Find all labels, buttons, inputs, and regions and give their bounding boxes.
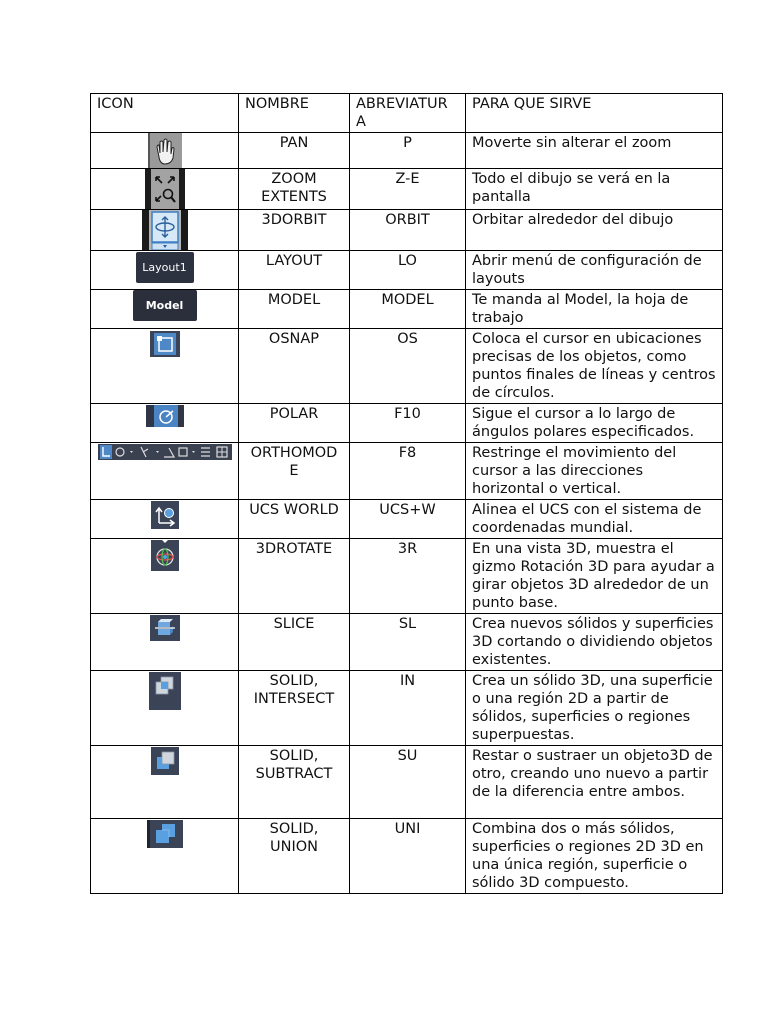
table-row bbox=[91, 210, 723, 251]
abrev-cell: P bbox=[350, 133, 466, 169]
desc-cell: Sigue el cursor a lo largo de ángulos polares especificados. bbox=[466, 404, 723, 443]
table-row bbox=[91, 539, 723, 614]
header-row bbox=[91, 94, 723, 133]
table-row bbox=[91, 746, 723, 819]
orbit-icon bbox=[142, 210, 188, 251]
abrev-cell: SU bbox=[350, 746, 466, 819]
desc-cell: Abrir menú de configuración de layouts bbox=[466, 251, 723, 290]
desc-cell: Todo el dibujo se verá en la pantalla bbox=[466, 169, 723, 210]
desc-cell: Orbitar alrededor del dibujo bbox=[466, 210, 723, 251]
header-icon: ICON bbox=[91, 94, 239, 133]
ortho-toolbar-icon bbox=[98, 444, 232, 460]
desc-cell: Coloca el cursor en ubicaciones precisas de los objetos, como puntos finales de líneas y centros de círculos. bbox=[466, 329, 723, 404]
nombre-cell: SOLID, UNION bbox=[239, 819, 350, 894]
desc-cell: Crea nuevos sólidos y superficies 3D cortando o dividiendo objetos existentes. bbox=[466, 614, 723, 671]
table-row bbox=[91, 290, 723, 329]
desc-cell: Alinea el UCS con el sistema de coordenadas mundial. bbox=[466, 500, 723, 539]
model-tab-icon bbox=[133, 290, 197, 321]
desc-cell: Combina dos o más sólidos, superficies o regiones 2D 3D en una única región, superficie o sólido 3D compuesto. bbox=[466, 819, 723, 894]
desc-cell: Restar o sustraer un objeto3D de otro, creando uno nuevo a partir de la diferencia entre ambos. bbox=[466, 746, 723, 819]
commands-table bbox=[90, 93, 723, 894]
nombre-cell: ORTHOMOD E bbox=[239, 443, 350, 500]
abrev-cell: SL bbox=[350, 614, 466, 671]
model-tab-label: Model bbox=[145, 298, 184, 312]
table-row bbox=[91, 671, 723, 746]
slice-icon bbox=[150, 615, 180, 641]
layout-tab-label: Layout1 bbox=[142, 260, 187, 274]
abrev-cell: LO bbox=[350, 251, 466, 290]
table-row bbox=[91, 500, 723, 539]
table-row bbox=[91, 404, 723, 443]
abrev-cell: Z-E bbox=[350, 169, 466, 210]
table-row bbox=[91, 251, 723, 290]
abrev-cell: MODEL bbox=[350, 290, 466, 329]
solid-union-icon bbox=[147, 820, 183, 848]
table-row bbox=[91, 443, 723, 500]
abrev-cell: ORBIT bbox=[350, 210, 466, 251]
desc-cell: Te manda al Model, la hoja de trabajo bbox=[466, 290, 723, 329]
desc-cell: Crea un sólido 3D, una superficie o una región 2D a partir de sólidos, superficies o regiones superpuestas. bbox=[466, 671, 723, 746]
abrev-cell: UCS+W bbox=[350, 500, 466, 539]
header-para-que-sirve: PARA QUE SIRVE bbox=[466, 94, 723, 133]
ucs-world-icon bbox=[151, 501, 179, 529]
abrev-cell: OS bbox=[350, 329, 466, 404]
nombre-cell: ZOOM EXTENTS bbox=[239, 169, 350, 210]
nombre-cell: MODEL bbox=[239, 290, 350, 329]
abrev-cell: F8 bbox=[350, 443, 466, 500]
abrev-cell: 3R bbox=[350, 539, 466, 614]
polar-icon bbox=[146, 405, 184, 427]
osnap-icon bbox=[150, 331, 180, 357]
abrev-cell: IN bbox=[350, 671, 466, 746]
header-abreviatura: ABREVIATUR A bbox=[350, 94, 466, 133]
solid-intersect-icon bbox=[149, 672, 181, 710]
table-row bbox=[91, 169, 723, 210]
table-row bbox=[91, 614, 723, 671]
header-nombre: NOMBRE bbox=[239, 94, 350, 133]
zoom-extents-icon bbox=[145, 169, 185, 210]
desc-cell: Moverte sin alterar el zoom bbox=[466, 133, 723, 169]
nombre-cell: POLAR bbox=[239, 404, 350, 443]
nombre-cell: LAYOUT bbox=[239, 251, 350, 290]
nombre-cell: OSNAP bbox=[239, 329, 350, 404]
abrev-cell: F10 bbox=[350, 404, 466, 443]
pan-hand-icon bbox=[148, 133, 182, 169]
3drotate-icon bbox=[151, 540, 179, 571]
desc-cell: En una vista 3D, muestra el gizmo Rotación 3D para ayudar a girar objetos 3D alrededor de un punto base. bbox=[466, 539, 723, 614]
nombre-cell: UCS WORLD bbox=[239, 500, 350, 539]
nombre-cell: 3DROTATE bbox=[239, 539, 350, 614]
table-row bbox=[91, 133, 723, 169]
solid-subtract-icon bbox=[151, 747, 179, 775]
table-row bbox=[91, 329, 723, 404]
nombre-cell: SOLID, SUBTRACT bbox=[239, 746, 350, 819]
nombre-cell: SLICE bbox=[239, 614, 350, 671]
table-row bbox=[91, 819, 723, 894]
desc-cell: Restringe el movimiento del cursor a las direcciones horizontal o vertical. bbox=[466, 443, 723, 500]
nombre-cell: PAN bbox=[239, 133, 350, 169]
nombre-cell: 3DORBIT bbox=[239, 210, 350, 251]
abrev-cell: UNI bbox=[350, 819, 466, 894]
nombre-cell: SOLID, INTERSECT bbox=[239, 671, 350, 746]
layout-tab-icon bbox=[136, 252, 194, 283]
